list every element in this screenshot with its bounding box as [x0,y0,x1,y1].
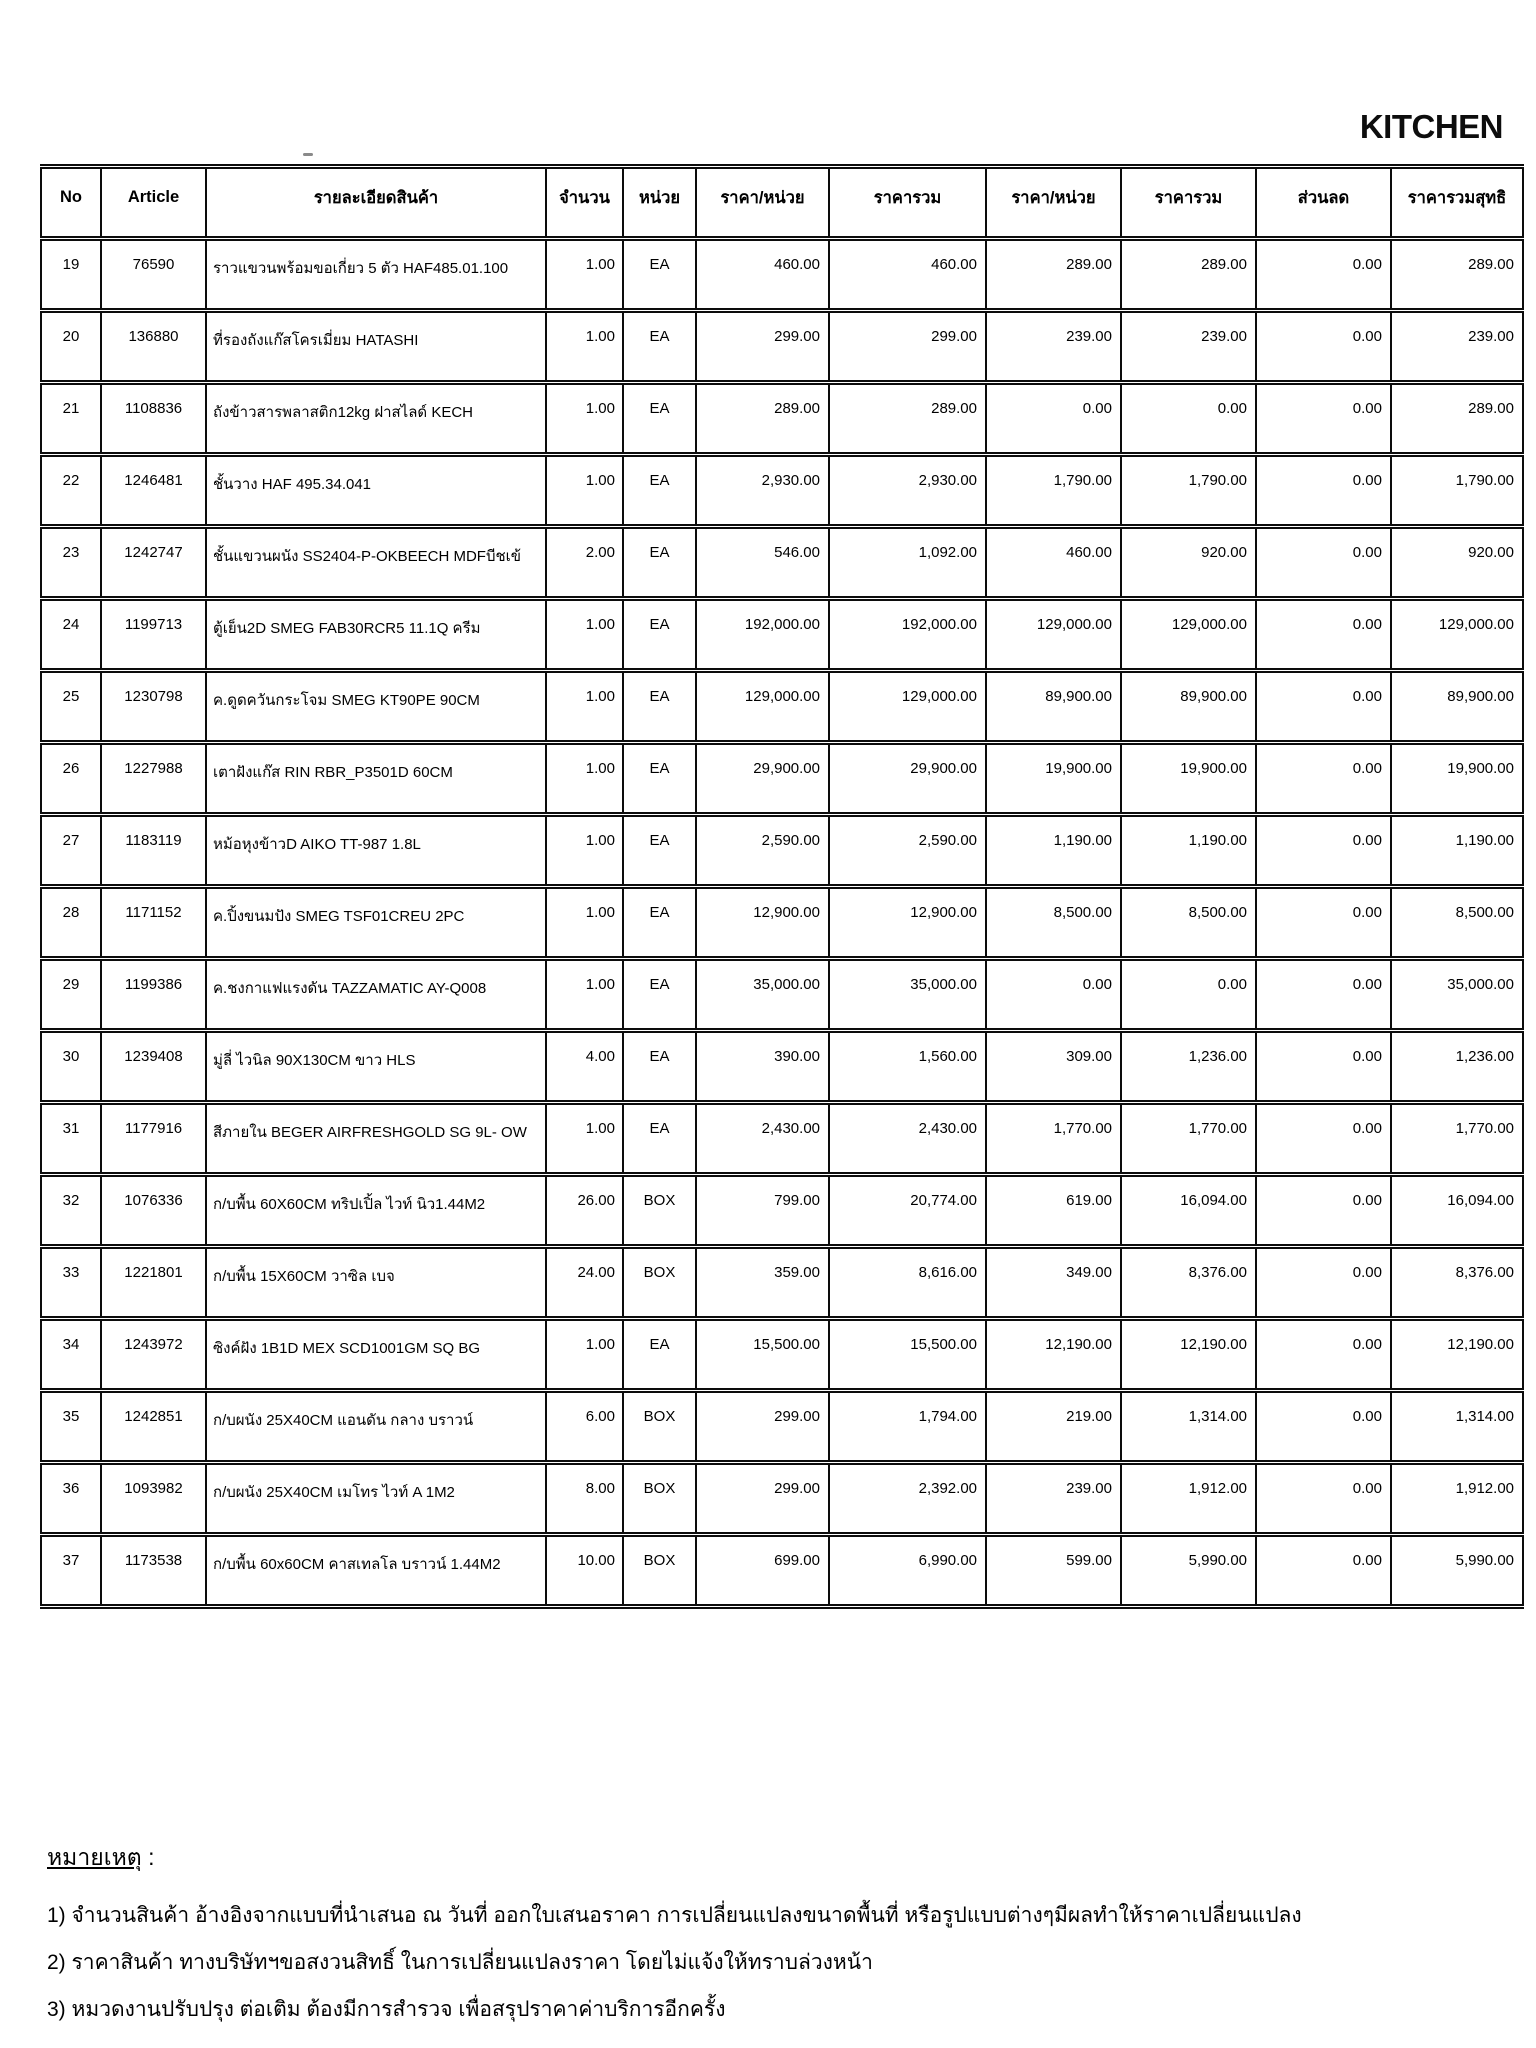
cell-discount: 0.00 [1256,743,1391,815]
cell-total1: 460.00 [829,239,986,311]
cell-desc: ซิงค์ฝัง 1B1D MEX SCD1001GM SQ BG [206,1319,546,1391]
cell-unit: EA [623,671,696,743]
cell-unit: EA [623,239,696,311]
cell-unit: BOX [623,1247,696,1319]
table-row [41,1535,1523,1607]
table-row [41,1319,1523,1391]
cell-total1: 129,000.00 [829,671,986,743]
cell-total2: 0.00 [1121,383,1256,455]
table-row [41,1031,1523,1103]
cell-unit: EA [623,1103,696,1175]
cell-desc: มู่ลี่ ไวนิล 90X130CM ขาว HLS [206,1031,546,1103]
cell-desc: ก/บผนัง 25X40CM แอนดัน กลาง บราวน์ [206,1391,546,1463]
cell-no: 26 [41,743,101,815]
cell-net: 35,000.00 [1391,959,1523,1031]
cell-price1: 299.00 [696,311,829,383]
cell-qty: 1.00 [546,455,623,527]
cell-unit: EA [623,383,696,455]
cell-price1: 546.00 [696,527,829,599]
cell-qty: 1.00 [546,311,623,383]
cell-discount: 0.00 [1256,527,1391,599]
cell-desc: เตาฝังแก๊ส RIN RBR_P3501D 60CM [206,743,546,815]
cell-discount: 0.00 [1256,1391,1391,1463]
table-row [41,671,1523,743]
cell-unit: EA [623,1031,696,1103]
cell-no: 25 [41,671,101,743]
cell-no: 33 [41,1247,101,1319]
scan-artifact-dash [303,153,313,156]
table-row [41,311,1523,383]
cell-article: 1243972 [101,1319,206,1391]
cell-net: 239.00 [1391,311,1523,383]
cell-article: 136880 [101,311,206,383]
cell-total2: 16,094.00 [1121,1175,1256,1247]
cell-article: 76590 [101,239,206,311]
cell-net: 289.00 [1391,383,1523,455]
cell-no: 27 [41,815,101,887]
cell-article: 1076336 [101,1175,206,1247]
column-header-qty: จำนวน [546,167,623,239]
cell-net: 8,500.00 [1391,887,1523,959]
cell-price2: 0.00 [986,383,1121,455]
cell-total1: 2,930.00 [829,455,986,527]
cell-price2: 1,770.00 [986,1103,1121,1175]
cell-total2: 1,236.00 [1121,1031,1256,1103]
cell-price2: 89,900.00 [986,671,1121,743]
cell-net: 1,314.00 [1391,1391,1523,1463]
price-table [40,164,1524,1609]
cell-article: 1242851 [101,1391,206,1463]
cell-desc: ก/บผนัง 25X40CM เมโทร ไวท์ A 1M2 [206,1463,546,1535]
cell-price1: 15,500.00 [696,1319,829,1391]
cell-discount: 0.00 [1256,1031,1391,1103]
notes-heading-colon: : [141,1844,155,1870]
table-row [41,239,1523,311]
cell-no: 35 [41,1391,101,1463]
column-header-article: Article [101,167,206,239]
cell-total2: 19,900.00 [1121,743,1256,815]
cell-article: 1177916 [101,1103,206,1175]
cell-no: 23 [41,527,101,599]
cell-article: 1227988 [101,743,206,815]
cell-no: 37 [41,1535,101,1607]
cell-qty: 4.00 [546,1031,623,1103]
cell-total2: 1,770.00 [1121,1103,1256,1175]
cell-unit: BOX [623,1535,696,1607]
cell-qty: 24.00 [546,1247,623,1319]
cell-total2: 129,000.00 [1121,599,1256,671]
cell-net: 920.00 [1391,527,1523,599]
cell-discount: 0.00 [1256,1247,1391,1319]
table-row [41,527,1523,599]
cell-price2: 129,000.00 [986,599,1121,671]
cell-total2: 8,376.00 [1121,1247,1256,1319]
cell-discount: 0.00 [1256,455,1391,527]
cell-price2: 239.00 [986,1463,1121,1535]
cell-article: 1221801 [101,1247,206,1319]
cell-discount: 0.00 [1256,1535,1391,1607]
cell-desc: ค.ชงกาแฟแรงดัน TAZZAMATIC AY-Q008 [206,959,546,1031]
cell-discount: 0.00 [1256,383,1391,455]
table-row [41,383,1523,455]
cell-qty: 1.00 [546,743,623,815]
cell-price1: 299.00 [696,1391,829,1463]
table-row [41,1175,1523,1247]
cell-qty: 1.00 [546,887,623,959]
cell-desc: ค.ปิ้งขนมปัง SMEG TSF01CREU 2PC [206,887,546,959]
cell-total2: 1,314.00 [1121,1391,1256,1463]
table-row [41,1391,1523,1463]
cell-article: 1239408 [101,1031,206,1103]
column-header-total2: ราคารวม [1121,167,1256,239]
cell-price1: 299.00 [696,1463,829,1535]
cell-unit: EA [623,527,696,599]
cell-no: 21 [41,383,101,455]
column-header-total1: ราคารวม [829,167,986,239]
cell-unit: EA [623,743,696,815]
cell-desc: ก/บพื้น 60X60CM ทริปเปิ้ล ไวท์ นิว1.44M2 [206,1175,546,1247]
cell-net: 89,900.00 [1391,671,1523,743]
cell-net: 129,000.00 [1391,599,1523,671]
cell-total2: 12,190.00 [1121,1319,1256,1391]
column-header-unit: หน่วย [623,167,696,239]
cell-discount: 0.00 [1256,1103,1391,1175]
cell-net: 289.00 [1391,239,1523,311]
cell-discount: 0.00 [1256,959,1391,1031]
cell-desc: ชั้นวาง HAF 495.34.041 [206,455,546,527]
cell-price1: 2,430.00 [696,1103,829,1175]
cell-article: 1242747 [101,527,206,599]
cell-total1: 2,430.00 [829,1103,986,1175]
cell-unit: BOX [623,1391,696,1463]
cell-price2: 19,900.00 [986,743,1121,815]
cell-total1: 1,092.00 [829,527,986,599]
cell-qty: 1.00 [546,599,623,671]
cell-total2: 1,912.00 [1121,1463,1256,1535]
cell-discount: 0.00 [1256,887,1391,959]
cell-article: 1199713 [101,599,206,671]
cell-price1: 460.00 [696,239,829,311]
cell-article: 1108836 [101,383,206,455]
cell-qty: 10.00 [546,1535,623,1607]
cell-discount: 0.00 [1256,599,1391,671]
column-header-no: No [41,167,101,239]
table-row [41,1463,1523,1535]
cell-total2: 239.00 [1121,311,1256,383]
cell-discount: 0.00 [1256,1463,1391,1535]
column-header-net: ราคารวมสุทธิ [1391,167,1523,239]
cell-price2: 12,190.00 [986,1319,1121,1391]
note-line: 1) จำนวนสินค้า อ้างอิงจากแบบที่นำเสนอ ณ วันที่ ออกใบเสนอราคา การเปลี่ยนแปลงขนาดพื้นที่ หรือรูปแบบต่างๆมีผลทำให้ราคาเปลี่ยนแปลง [47,1904,1302,1927]
cell-desc: ค.ดูดควันกระโจม SMEG KT90PE 90CM [206,671,546,743]
cell-no: 19 [41,239,101,311]
cell-price1: 29,900.00 [696,743,829,815]
cell-total1: 289.00 [829,383,986,455]
cell-desc: ก/บพื้น 15X60CM วาซิล เบจ [206,1247,546,1319]
cell-article: 1171152 [101,887,206,959]
column-header-desc: รายละเอียดสินค้า [206,167,546,239]
cell-total1: 12,900.00 [829,887,986,959]
cell-price2: 349.00 [986,1247,1121,1319]
cell-qty: 2.00 [546,527,623,599]
cell-qty: 26.00 [546,1175,623,1247]
cell-desc: ก/บพื้น 60x60CM คาสเทลโล บราวน์ 1.44M2 [206,1535,546,1607]
notes-heading [47,1840,1487,1876]
cell-price2: 599.00 [986,1535,1121,1607]
cell-price2: 0.00 [986,959,1121,1031]
cell-total1: 192,000.00 [829,599,986,671]
cell-net: 19,900.00 [1391,743,1523,815]
cell-no: 34 [41,1319,101,1391]
cell-desc: ราวแขวนพร้อมขอเกี่ยว 5 ตัว HAF485.01.100 [206,239,546,311]
cell-article: 1246481 [101,455,206,527]
cell-price1: 289.00 [696,383,829,455]
cell-net: 5,990.00 [1391,1535,1523,1607]
cell-total1: 6,990.00 [829,1535,986,1607]
cell-unit: EA [623,815,696,887]
cell-total2: 289.00 [1121,239,1256,311]
table-row [41,815,1523,887]
cell-unit: EA [623,1319,696,1391]
cell-price2: 619.00 [986,1175,1121,1247]
cell-no: 30 [41,1031,101,1103]
cell-desc: ชั้นแขวนผนัง SS2404-P-OKBEECH MDFบีชเข้ [206,527,546,599]
cell-discount: 0.00 [1256,671,1391,743]
cell-unit: EA [623,311,696,383]
cell-net: 12,190.00 [1391,1319,1523,1391]
cell-no: 29 [41,959,101,1031]
cell-total1: 299.00 [829,311,986,383]
cell-discount: 0.00 [1256,1175,1391,1247]
cell-total2: 920.00 [1121,527,1256,599]
cell-total1: 1,794.00 [829,1391,986,1463]
cell-article: 1230798 [101,671,206,743]
cell-net: 1,770.00 [1391,1103,1523,1175]
cell-article: 1183119 [101,815,206,887]
cell-price1: 390.00 [696,1031,829,1103]
cell-desc: ตู้เย็น2D SMEG FAB30RCR5 11.1Q ครีม [206,599,546,671]
cell-total2: 0.00 [1121,959,1256,1031]
cell-net: 1,790.00 [1391,455,1523,527]
note-line: 2) ราคาสินค้า ทางบริษัทฯขอสงวนสิทธิ์ ในการเปลี่ยนแปลงราคา โดยไม่แจ้งให้ทราบล่วงหน้า [47,1951,873,1974]
cell-discount: 0.00 [1256,1319,1391,1391]
cell-price1: 2,930.00 [696,455,829,527]
cell-total2: 1,190.00 [1121,815,1256,887]
cell-article: 1093982 [101,1463,206,1535]
cell-discount: 0.00 [1256,239,1391,311]
cell-net: 1,236.00 [1391,1031,1523,1103]
cell-total2: 5,990.00 [1121,1535,1256,1607]
cell-unit: EA [623,455,696,527]
cell-total1: 1,560.00 [829,1031,986,1103]
cell-discount: 0.00 [1256,311,1391,383]
cell-no: 24 [41,599,101,671]
cell-total1: 20,774.00 [829,1175,986,1247]
cell-no: 31 [41,1103,101,1175]
cell-total1: 15,500.00 [829,1319,986,1391]
cell-qty: 1.00 [546,1103,623,1175]
notes-section [47,1840,1487,2033]
cell-price2: 239.00 [986,311,1121,383]
cell-total1: 2,392.00 [829,1463,986,1535]
cell-price1: 2,590.00 [696,815,829,887]
cell-price1: 799.00 [696,1175,829,1247]
cell-price2: 309.00 [986,1031,1121,1103]
cell-price2: 289.00 [986,239,1121,311]
cell-no: 20 [41,311,101,383]
cell-price2: 1,790.00 [986,455,1121,527]
table-row [41,455,1523,527]
cell-price1: 699.00 [696,1535,829,1607]
cell-total1: 35,000.00 [829,959,986,1031]
cell-qty: 1.00 [546,1319,623,1391]
cell-desc: ที่รองถังแก๊สโครเมี่ยม HATASHI [206,311,546,383]
cell-total1: 29,900.00 [829,743,986,815]
cell-unit: BOX [623,1463,696,1535]
cell-total1: 8,616.00 [829,1247,986,1319]
cell-no: 32 [41,1175,101,1247]
cell-qty: 1.00 [546,671,623,743]
notes-heading-text: หมายเหตุ [47,1844,142,1870]
cell-no: 28 [41,887,101,959]
cell-qty: 1.00 [546,815,623,887]
cell-net: 1,190.00 [1391,815,1523,887]
cell-qty: 6.00 [546,1391,623,1463]
table-row [41,1247,1523,1319]
notes-list [47,1892,1487,2033]
cell-no: 36 [41,1463,101,1535]
cell-total1: 2,590.00 [829,815,986,887]
cell-price1: 35,000.00 [696,959,829,1031]
cell-price1: 129,000.00 [696,671,829,743]
cell-desc: ถังข้าวสารพลาสติก12kg ฝาสไลด์ KECH [206,383,546,455]
cell-desc: สีภายใน BEGER AIRFRESHGOLD SG 9L- OW [206,1103,546,1175]
column-header-price1: ราคา/หน่วย [696,167,829,239]
table-row [41,743,1523,815]
cell-no: 22 [41,455,101,527]
cell-unit: BOX [623,1175,696,1247]
cell-price1: 12,900.00 [696,887,829,959]
cell-qty: 1.00 [546,239,623,311]
cell-article: 1199386 [101,959,206,1031]
column-header-price2: ราคา/หน่วย [986,167,1121,239]
page-title: KITCHEN [1359,108,1503,145]
cell-qty: 1.00 [546,959,623,1031]
table-row [41,599,1523,671]
cell-discount: 0.00 [1256,815,1391,887]
cell-price1: 192,000.00 [696,599,829,671]
table-row [41,887,1523,959]
cell-article: 1173538 [101,1535,206,1607]
header-row [41,167,1523,239]
cell-desc: หม้อหุงข้าวD AIKO TT-987 1.8L [206,815,546,887]
cell-price2: 1,190.00 [986,815,1121,887]
cell-qty: 8.00 [546,1463,623,1535]
column-header-discount: ส่วนลด [1256,167,1391,239]
cell-price2: 8,500.00 [986,887,1121,959]
table-row [41,959,1523,1031]
cell-unit: EA [623,959,696,1031]
cell-net: 16,094.00 [1391,1175,1523,1247]
cell-unit: EA [623,887,696,959]
cell-net: 1,912.00 [1391,1463,1523,1535]
cell-total2: 8,500.00 [1121,887,1256,959]
note-line: 3) หมวดงานปรับปรุง ต่อเติม ต้องมีการสำรวจ เพื่อสรุปราคาค่าบริการอีกครั้ง [47,1998,726,2021]
cell-price2: 219.00 [986,1391,1121,1463]
cell-price2: 460.00 [986,527,1121,599]
cell-net: 8,376.00 [1391,1247,1523,1319]
cell-unit: EA [623,599,696,671]
cell-total2: 1,790.00 [1121,455,1256,527]
cell-price1: 359.00 [696,1247,829,1319]
cell-qty: 1.00 [546,383,623,455]
table-row [41,1103,1523,1175]
cell-total2: 89,900.00 [1121,671,1256,743]
